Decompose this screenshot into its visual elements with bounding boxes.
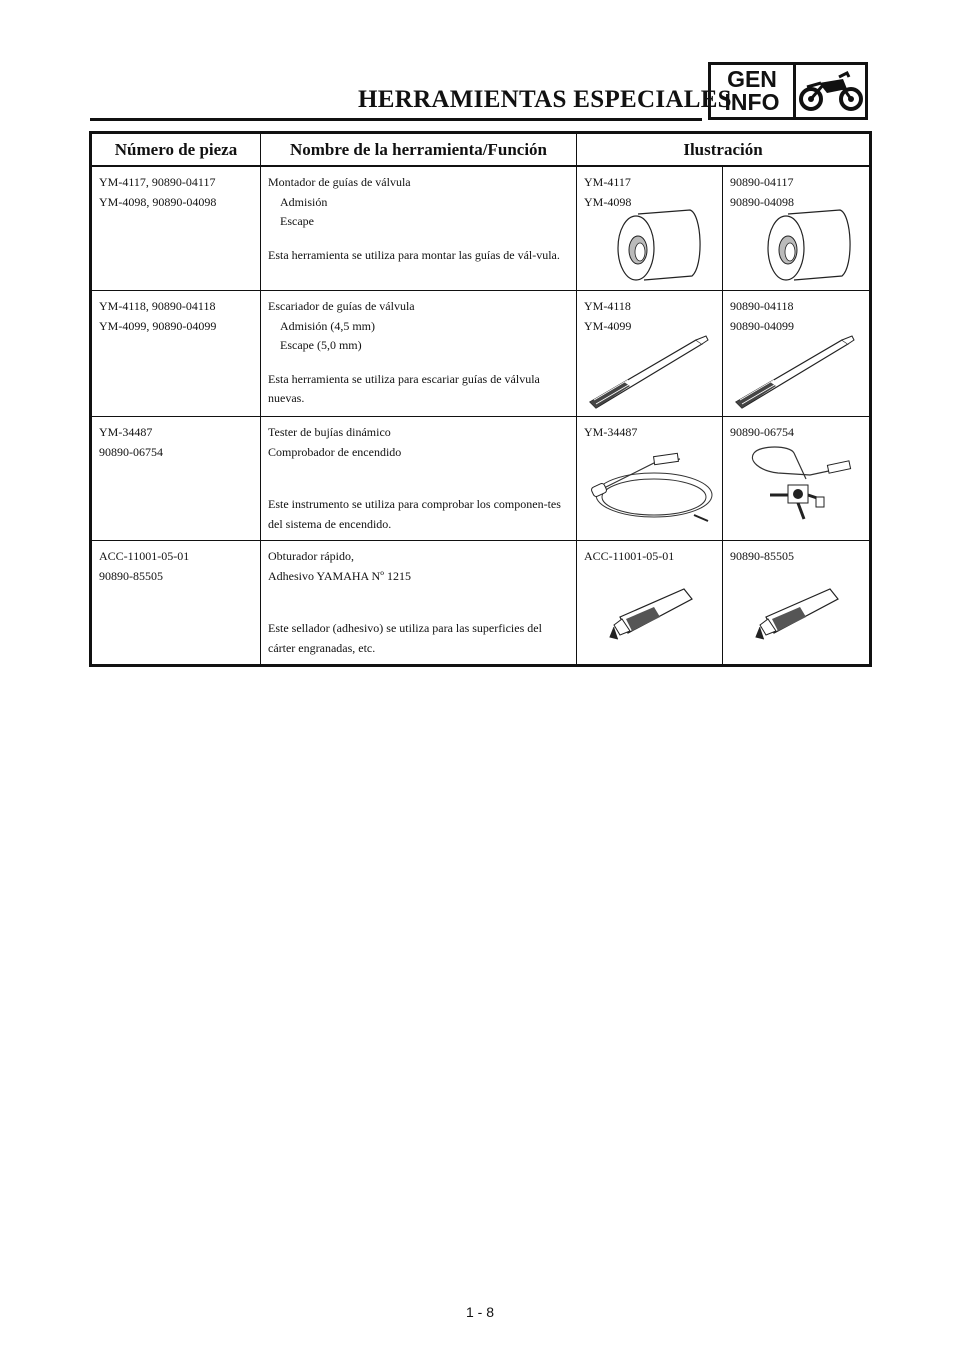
tool-name-cell: Obturador rápido, Adhesivo YAMAHA Nº 1215 Este sellador (adhesivo) se utiliza para las superficies del cárter engranadas, etc.: [261, 541, 577, 666]
valve-guide-installer-icon: [748, 206, 868, 284]
valve-guide-reamer-icon: [730, 334, 860, 410]
table-row: [91, 541, 871, 666]
badge-line-gen: GEN: [727, 66, 777, 92]
illustration-cell: YM-4117 YM-4098: [577, 166, 723, 291]
table-row: [91, 166, 871, 291]
tool-description: Esta herramienta se utiliza para escariar guías de válvula nuevas.: [268, 371, 540, 405]
spark-tester-icon: [584, 445, 714, 527]
spark-tester-icon: [730, 445, 860, 527]
table-row: [91, 291, 871, 417]
illustration-cell: ACC-11001-05-01: [577, 541, 723, 666]
sealant-tube-icon: [584, 575, 714, 655]
title-rule: [90, 118, 702, 121]
motorcycle-icon: [796, 65, 865, 117]
page-title: HERRAMIENTAS ESPECIALES: [358, 86, 732, 113]
column-header-part: Número de pieza: [91, 133, 261, 167]
special-tools-table: [89, 131, 872, 667]
table-row: [91, 417, 871, 541]
tool-description: Este instrumento se utiliza para comprobar los componen-tes del sistema de encendido.: [268, 497, 561, 531]
illustration-cell: 90890-85505: [723, 541, 871, 666]
valve-guide-installer-icon: [598, 206, 718, 284]
column-header-name: Nombre de la herramienta/Función: [261, 133, 577, 167]
part-number-cell: YM-4118, 90890-04118 YM-4099, 90890-04099: [91, 291, 261, 417]
part-number-cell: ACC-11001-05-01 90890-85505: [91, 541, 261, 666]
illustration-cell: 90890-06754: [723, 417, 871, 541]
tool-name-cell: Escariador de guías de válvula Admisión (4,5 mm) Escape (5,0 mm) Esta herramienta se utiliza para escariar guías de válvula nuevas.: [261, 291, 577, 417]
page-number: 1 - 8: [465, 1304, 494, 1320]
illustration-cell: 90890-04118 90890-04099: [723, 291, 871, 417]
tool-description: Este sellador (adhesivo) se utiliza para las superficies del cárter engranadas, etc.: [268, 621, 542, 655]
part-number-cell: YM-34487 90890-06754: [91, 417, 261, 541]
tool-name-cell: Tester de bujías dinámico Comprobador de encendido Este instrumento se utiliza para comprobar los componen-tes del sistema de encendido.: [261, 417, 577, 541]
tool-name-cell: Montador de guías de válvula Admisión Escape Esta herramienta se utiliza para montar las guías de vál-vula.: [261, 166, 577, 291]
sealant-tube-icon: [730, 575, 860, 655]
table-header-row: [91, 133, 871, 167]
badge-text: [711, 65, 796, 117]
section-badge: [708, 62, 868, 120]
tool-description: Esta herramienta se utiliza para montar las guías de vál-vula.: [268, 247, 560, 262]
illustration-cell: 90890-04117 90890-04098: [723, 166, 871, 291]
valve-guide-reamer-icon: [584, 334, 714, 410]
illustration-cell: YM-4118 YM-4099: [577, 291, 723, 417]
column-header-illustration: Ilustración: [577, 133, 871, 167]
badge-line-info: INFO: [724, 89, 780, 115]
part-number-cell: YM-4117, 90890-04117 YM-4098, 90890-04098: [91, 166, 261, 291]
illustration-cell: YM-34487: [577, 417, 723, 541]
